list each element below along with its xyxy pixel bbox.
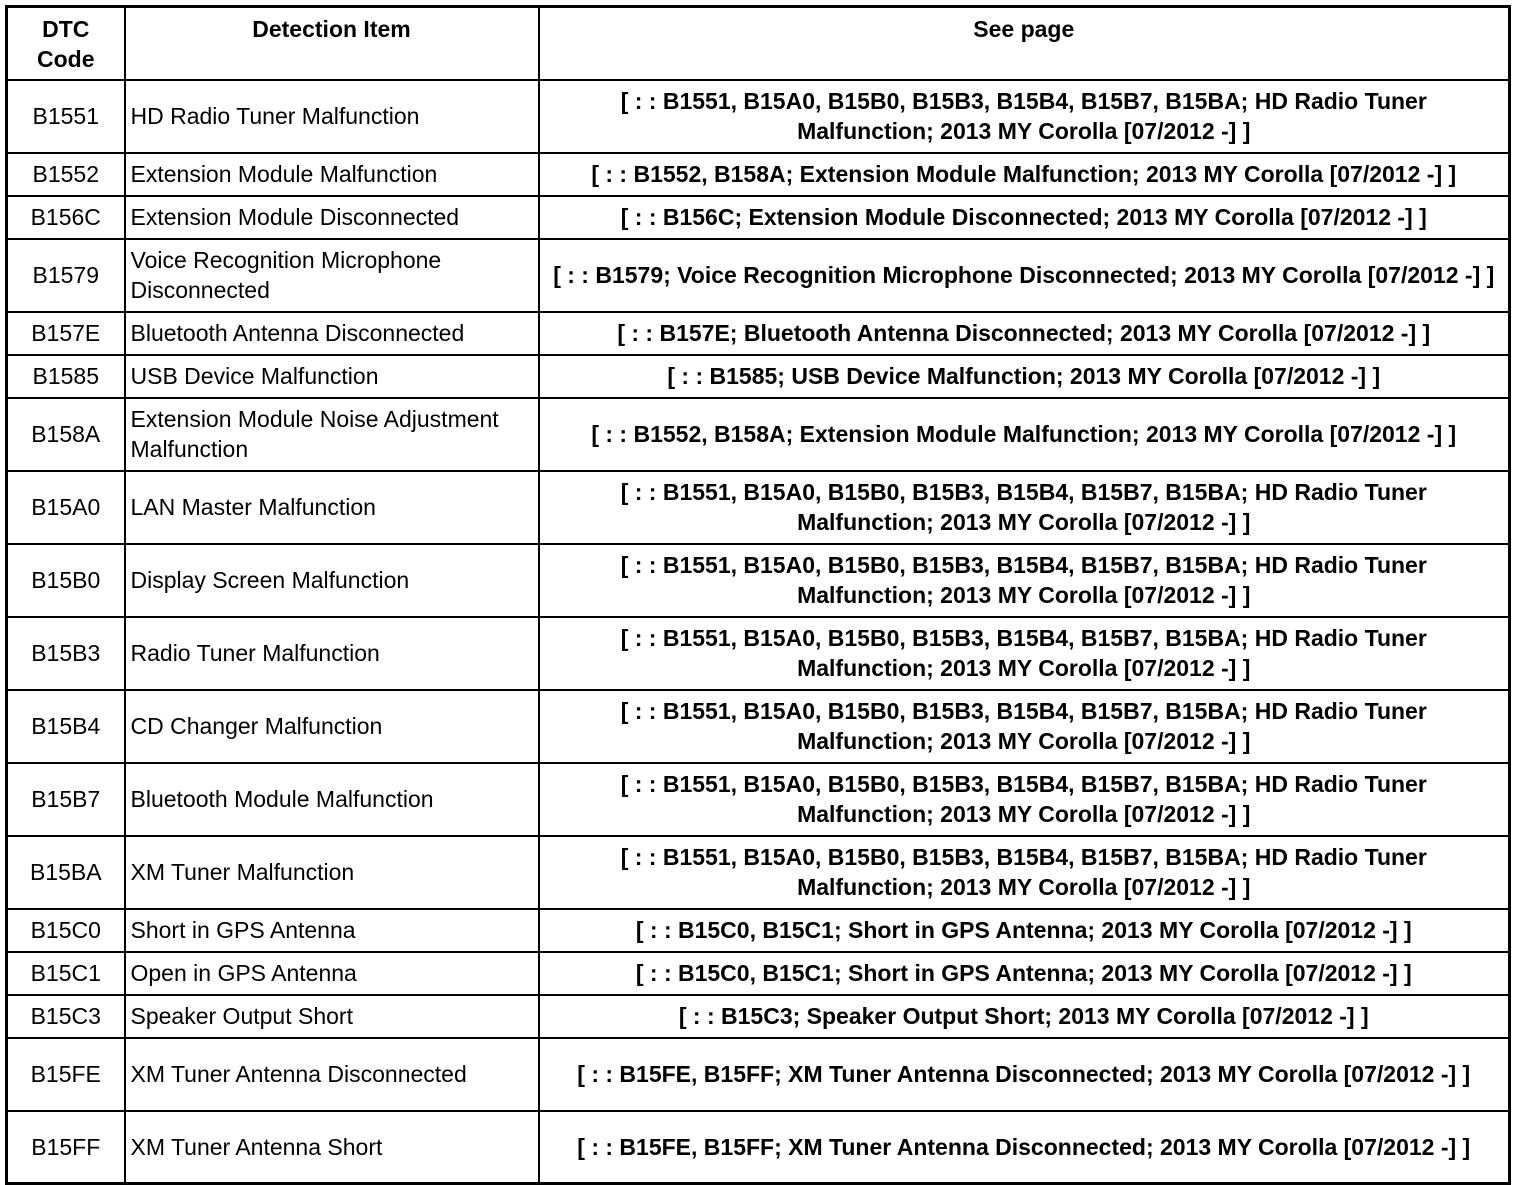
detection-item-cell: Extension Module Disconnected <box>125 196 539 239</box>
see-page-link[interactable]: [ : : B156C; Extension Module Disconnected; 2013 MY Corolla [07/2012 -] ] <box>539 196 1510 239</box>
table-row <box>7 1111 1510 1184</box>
table-row <box>7 995 1510 1038</box>
table-row <box>7 617 1510 690</box>
dtc-code-cell: B157E <box>7 312 125 355</box>
dtc-code-cell: B15C1 <box>7 952 125 995</box>
header-detection-item: Detection Item <box>125 7 539 80</box>
table-row <box>7 153 1510 196</box>
table-row <box>7 355 1510 398</box>
see-page-link[interactable]: [ : : B15FE, B15FF; XM Tuner Antenna Disconnected; 2013 MY Corolla [07/2012 -] ] <box>539 1038 1510 1111</box>
detection-item-cell: Voice Recognition Microphone Disconnected <box>125 239 539 312</box>
header-dtc-code: DTC Code <box>7 7 125 80</box>
see-page-link[interactable]: [ : : B15C0, B15C1; Short in GPS Antenna; 2013 MY Corolla [07/2012 -] ] <box>539 909 1510 952</box>
table-row <box>7 196 1510 239</box>
table-row <box>7 312 1510 355</box>
dtc-code-cell: B15FF <box>7 1111 125 1184</box>
table-row <box>7 471 1510 544</box>
dtc-code-cell: B15B4 <box>7 690 125 763</box>
detection-item-cell: XM Tuner Antenna Short <box>125 1111 539 1184</box>
detection-item-cell: Bluetooth Antenna Disconnected <box>125 312 539 355</box>
detection-item-cell: Extension Module Noise Adjustment Malfunction <box>125 398 539 471</box>
table-row <box>7 952 1510 995</box>
see-page-link[interactable]: [ : : B1551, B15A0, B15B0, B15B3, B15B4, B15B7, B15BA; HD Radio Tuner Malfunction; 2013 MY Corolla [07/2012 -] ] <box>539 471 1510 544</box>
see-page-link[interactable]: [ : : B1579; Voice Recognition Microphone Disconnected; 2013 MY Corolla [07/2012 -] ] <box>539 239 1510 312</box>
see-page-link[interactable]: [ : : B157E; Bluetooth Antenna Disconnected; 2013 MY Corolla [07/2012 -] ] <box>539 312 1510 355</box>
detection-item-cell: LAN Master Malfunction <box>125 471 539 544</box>
header-see-page: See page <box>539 7 1510 80</box>
detection-item-cell: Open in GPS Antenna <box>125 952 539 995</box>
see-page-link[interactable]: [ : : B15C3; Speaker Output Short; 2013 MY Corolla [07/2012 -] ] <box>539 995 1510 1038</box>
dtc-code-cell: B1579 <box>7 239 125 312</box>
dtc-code-cell: B15A0 <box>7 471 125 544</box>
detection-item-cell: XM Tuner Antenna Disconnected <box>125 1038 539 1111</box>
see-page-link[interactable]: [ : : B15C0, B15C1; Short in GPS Antenna; 2013 MY Corolla [07/2012 -] ] <box>539 952 1510 995</box>
see-page-link[interactable]: [ : : B1552, B158A; Extension Module Malfunction; 2013 MY Corolla [07/2012 -] ] <box>539 398 1510 471</box>
see-page-link[interactable]: [ : : B1551, B15A0, B15B0, B15B3, B15B4, B15B7, B15BA; HD Radio Tuner Malfunction; 2013 MY Corolla [07/2012 -] ] <box>539 690 1510 763</box>
dtc-code-cell: B15C0 <box>7 909 125 952</box>
see-page-link[interactable]: [ : : B1551, B15A0, B15B0, B15B3, B15B4, B15B7, B15BA; HD Radio Tuner Malfunction; 2013 MY Corolla [07/2012 -] ] <box>539 544 1510 617</box>
detection-item-cell: Radio Tuner Malfunction <box>125 617 539 690</box>
see-page-link[interactable]: [ : : B1551, B15A0, B15B0, B15B3, B15B4, B15B7, B15BA; HD Radio Tuner Malfunction; 2013 MY Corolla [07/2012 -] ] <box>539 763 1510 836</box>
dtc-code-cell: B15B7 <box>7 763 125 836</box>
see-page-link[interactable]: [ : : B1551, B15A0, B15B0, B15B3, B15B4, B15B7, B15BA; HD Radio Tuner Malfunction; 2013 MY Corolla [07/2012 -] ] <box>539 836 1510 909</box>
table-row <box>7 836 1510 909</box>
detection-item-cell: CD Changer Malfunction <box>125 690 539 763</box>
dtc-table <box>5 5 1511 1185</box>
dtc-code-cell: B15FE <box>7 1038 125 1111</box>
dtc-code-cell: B15B3 <box>7 617 125 690</box>
detection-item-cell: Extension Module Malfunction <box>125 153 539 196</box>
header-row <box>7 7 1510 80</box>
see-page-link[interactable]: [ : : B15FE, B15FF; XM Tuner Antenna Disconnected; 2013 MY Corolla [07/2012 -] ] <box>539 1111 1510 1184</box>
detection-item-cell: Speaker Output Short <box>125 995 539 1038</box>
dtc-code-cell: B156C <box>7 196 125 239</box>
see-page-link[interactable]: [ : : B1585; USB Device Malfunction; 2013 MY Corolla [07/2012 -] ] <box>539 355 1510 398</box>
see-page-link[interactable]: [ : : B1551, B15A0, B15B0, B15B3, B15B4, B15B7, B15BA; HD Radio Tuner Malfunction; 2013 MY Corolla [07/2012 -] ] <box>539 80 1510 153</box>
table-row <box>7 763 1510 836</box>
detection-item-cell: Short in GPS Antenna <box>125 909 539 952</box>
dtc-code-cell: B15B0 <box>7 544 125 617</box>
dtc-code-cell: B1585 <box>7 355 125 398</box>
detection-item-cell: XM Tuner Malfunction <box>125 836 539 909</box>
table-row <box>7 909 1510 952</box>
detection-item-cell: Bluetooth Module Malfunction <box>125 763 539 836</box>
table-row <box>7 398 1510 471</box>
detection-item-cell: Display Screen Malfunction <box>125 544 539 617</box>
see-page-link[interactable]: [ : : B1551, B15A0, B15B0, B15B3, B15B4, B15B7, B15BA; HD Radio Tuner Malfunction; 2013 MY Corolla [07/2012 -] ] <box>539 617 1510 690</box>
detection-item-cell: USB Device Malfunction <box>125 355 539 398</box>
detection-item-cell: HD Radio Tuner Malfunction <box>125 80 539 153</box>
dtc-code-cell: B1552 <box>7 153 125 196</box>
table-row <box>7 1038 1510 1111</box>
table-row <box>7 80 1510 153</box>
table-body <box>7 80 1510 1184</box>
table-row <box>7 239 1510 312</box>
dtc-code-cell: B158A <box>7 398 125 471</box>
see-page-link[interactable]: [ : : B1552, B158A; Extension Module Malfunction; 2013 MY Corolla [07/2012 -] ] <box>539 153 1510 196</box>
table-row <box>7 690 1510 763</box>
dtc-code-cell: B1551 <box>7 80 125 153</box>
dtc-code-cell: B15C3 <box>7 995 125 1038</box>
dtc-code-cell: B15BA <box>7 836 125 909</box>
table-row <box>7 544 1510 617</box>
